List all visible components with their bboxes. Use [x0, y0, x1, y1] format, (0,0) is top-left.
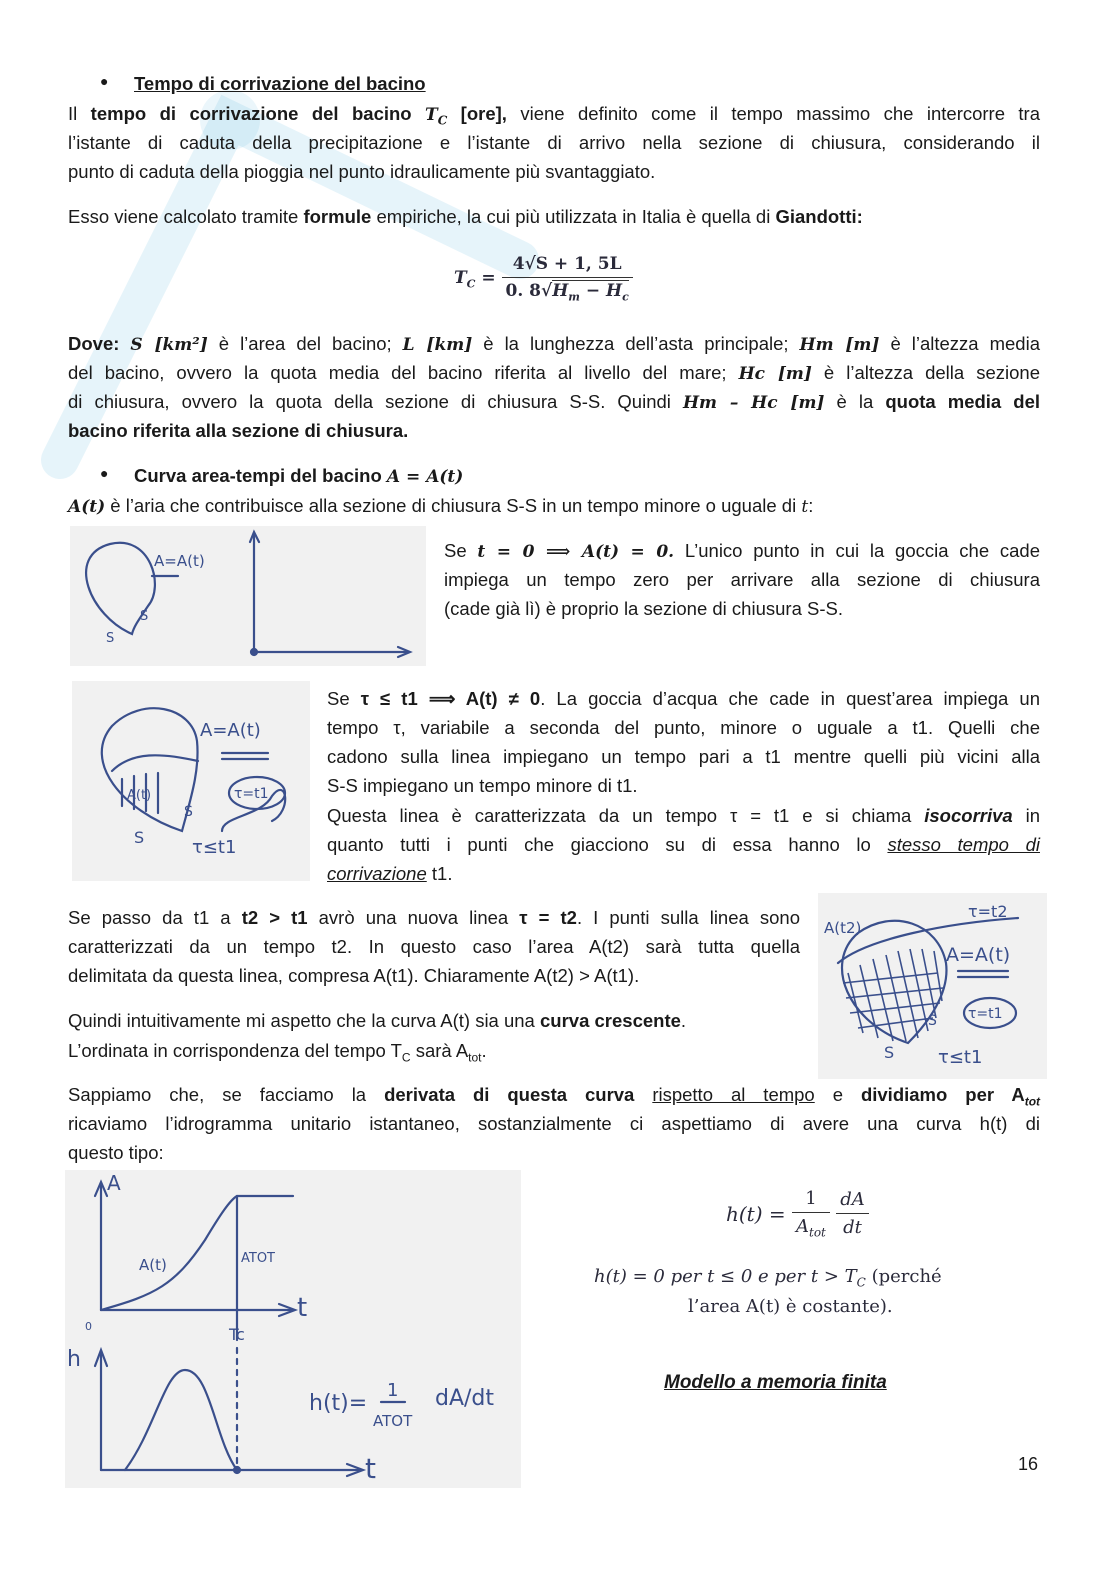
sketch3-label: A=A(t) [946, 944, 1011, 966]
sketch3-t1: τ=t1 [968, 1006, 1003, 1022]
case3-line3: delimitata da questa linea, compresa A(t1). Chiaramente A(t2) > A(t1). [68, 965, 640, 986]
case2-line6: quanto tutti i punti che giacciono su di essa hanno lo stesso tempo di [327, 834, 1040, 855]
sketch2-s1: S [184, 804, 193, 820]
s1-p1-line3: punto di caduta della pioggia nel punto idraulicamente più svantaggiato. [68, 161, 656, 182]
iuh-formula: h(t) = $\frac{1}{A_{tot}}$ $\frac{dA}{dt}$ [726, 1188, 869, 1240]
sketch4-axis-h: h [67, 1347, 81, 1372]
s1-p1-line2: l’istante di caduta della precipitazione e l’istante di arrivo nella sezione di chiusura, considerando il [68, 132, 1040, 153]
case4-line2: L’ordinata in corrispondenza del tempo $T_C$ sarà $A_{tot}$. [68, 1040, 487, 1065]
sketch4-atot: ATOT [241, 1251, 275, 1266]
bullet-section-1: ● [100, 73, 109, 89]
sketch1-label: A=A(t) [154, 552, 205, 570]
sketch2-inner: A(t) [127, 788, 152, 803]
section-1-title: Tempo di corrivazione del bacino [134, 73, 426, 94]
case5-line1: Sappiamo che, se facciamo la derivata di questa curva rispetto al tempo e dividiamo per $A_{tot}$ [68, 1084, 1041, 1109]
section-2-title: Curva area-tempi del bacino A = A(t) [134, 465, 464, 487]
case2-line3: cadono sulla linea impiegano un tempo pari a t1 mentre quelli più vicini alla [327, 746, 1040, 767]
case1-line2: impiega un tempo zero per arrivare alla sezione di chiusura [444, 569, 1040, 590]
sketch3-tl: τ≤t1 [938, 1047, 983, 1068]
s1-p1-line1: Il tempo di corrivazione del bacino $T_C$ [ore], viene definito come il tempo massimo che intercorre tra [68, 103, 1041, 128]
case2-line4: S-S impiegano un tempo minore di t1. [327, 775, 638, 796]
sketch2-label: A=A(t) [200, 720, 261, 741]
dove-line1: Dove: S [km²] è l’area del bacino; L [km] è la lunghezza dell’asta principale; Hm [m] è l’altezza media [68, 333, 1040, 355]
bullet-section-2: ● [100, 465, 109, 481]
sketch3-s1: S [928, 1013, 937, 1029]
case3-line1: Se passo da t1 a t2 > t1 avrò una nuova linea τ = t2. I punti sulla linea sono [68, 907, 800, 928]
iuh-condition-line1: h(t) = 0 per t ≤ 0 e per $t > T_C$ (perché [594, 1266, 942, 1290]
dove-line2: del bacino, ovvero la quota media del bacino riferita al livello del mare; Hc [m] è l’altezza della sezione [68, 362, 1040, 384]
case2-line1: Se τ ≤ t1 ⟹ A(t) ≠ 0. La goccia d’acqua che cade in quest’area impiega un [327, 688, 1041, 709]
model-caption: Modello a memoria finita [664, 1372, 887, 1393]
iuh-condition-line2: l’area A(t) è costante). [688, 1296, 893, 1317]
sketch4-eq-a: h(t)= [309, 1391, 368, 1416]
sketch2-tl: τ≤t1 [192, 837, 237, 858]
case5-line2: ricaviamo l’idrogramma unitario istantaneo, sostanzialmente ci aspettiamo di avere una curva h(t) di [68, 1113, 1040, 1134]
sketch2-s2: S [134, 828, 145, 847]
case1-line1: Se t = 0 ⟹ A(t) = 0. L’unico punto in cui la goccia che cade [444, 540, 1040, 562]
dove-line3: di chiusura, ovvero la quota della sezione di chiusura S-S. Quindi Hm – Hc [m] è la quota media del [68, 391, 1041, 413]
s1-p2: Esso viene calcolato tramite formule empiriche, la cui più utilizzata in Italia è quella di Giandotti: [68, 206, 863, 227]
sketch-area-time-and-iuh [65, 1170, 521, 1488]
sketch4-t-top: t [297, 1293, 308, 1323]
case2-line5: Questa linea è caratterizzata da un tempo τ = t1 e si chiama isocorriva in [327, 805, 1040, 826]
section-2-intro: A(t) è l’aria che contribuisce alla sezione di chiusura S-S in un tempo minore o uguale di t: [68, 495, 814, 517]
case3-line2: caratterizzati da un tempo t2. In questo caso l’area A(t2) sarà tutta quella [68, 936, 800, 957]
sketch-isochrone-t1 [72, 681, 310, 881]
case4-line1: Quindi intuitivamente mi aspetto che la curva A(t) sia una curva crescente. [68, 1010, 687, 1031]
case2-line7: corrivazione t1. [327, 863, 453, 884]
case1-line3: (cade già lì) è proprio la sezione di chiusura S-S. [444, 598, 843, 619]
sketch3-at2: A(t2) [824, 919, 862, 937]
sketch4-zero: 0 [85, 1320, 92, 1333]
giandotti-formula: $T_C$ = $\frac{4√S + 1, 5L}{0. 8√H_m - H_c}$ [454, 254, 633, 303]
sketch3-s2: S [884, 1043, 895, 1062]
sketch1-s2: S [106, 631, 115, 646]
sketch3-t2: τ=t2 [968, 902, 1008, 921]
sketch2-t1: τ=t1 [234, 786, 269, 802]
sketch4-tc: Tc [229, 1325, 245, 1344]
formula-numerator: 4√S + 1, 5L [502, 254, 633, 278]
sketch4-eq-den: ATOT [373, 1412, 413, 1430]
sketch4-t-bottom: t [365, 1452, 376, 1485]
sketch4-curve: A(t) [139, 1256, 167, 1274]
sketch-isochrone-t2 [818, 893, 1047, 1079]
sketch1-s1: S [140, 609, 149, 624]
dove-line4: bacino riferita alla sezione di chiusura. [68, 420, 409, 441]
sketch4-eq-b: dA/dt [435, 1386, 495, 1411]
page-number: 16 [1018, 1454, 1039, 1474]
case5-line3: questo tipo: [68, 1142, 164, 1163]
sketch4-eq-num: 1 [387, 1380, 399, 1401]
case2-line2: tempo τ, variabile a seconda del punto, minore o uguale a t1. Quelli che [327, 717, 1040, 738]
sketch-area-zero [70, 526, 426, 666]
formula-denominator: 0. $8√H_m - H_c$ [505, 281, 629, 304]
sketch4-axis-a: A [107, 1171, 121, 1195]
